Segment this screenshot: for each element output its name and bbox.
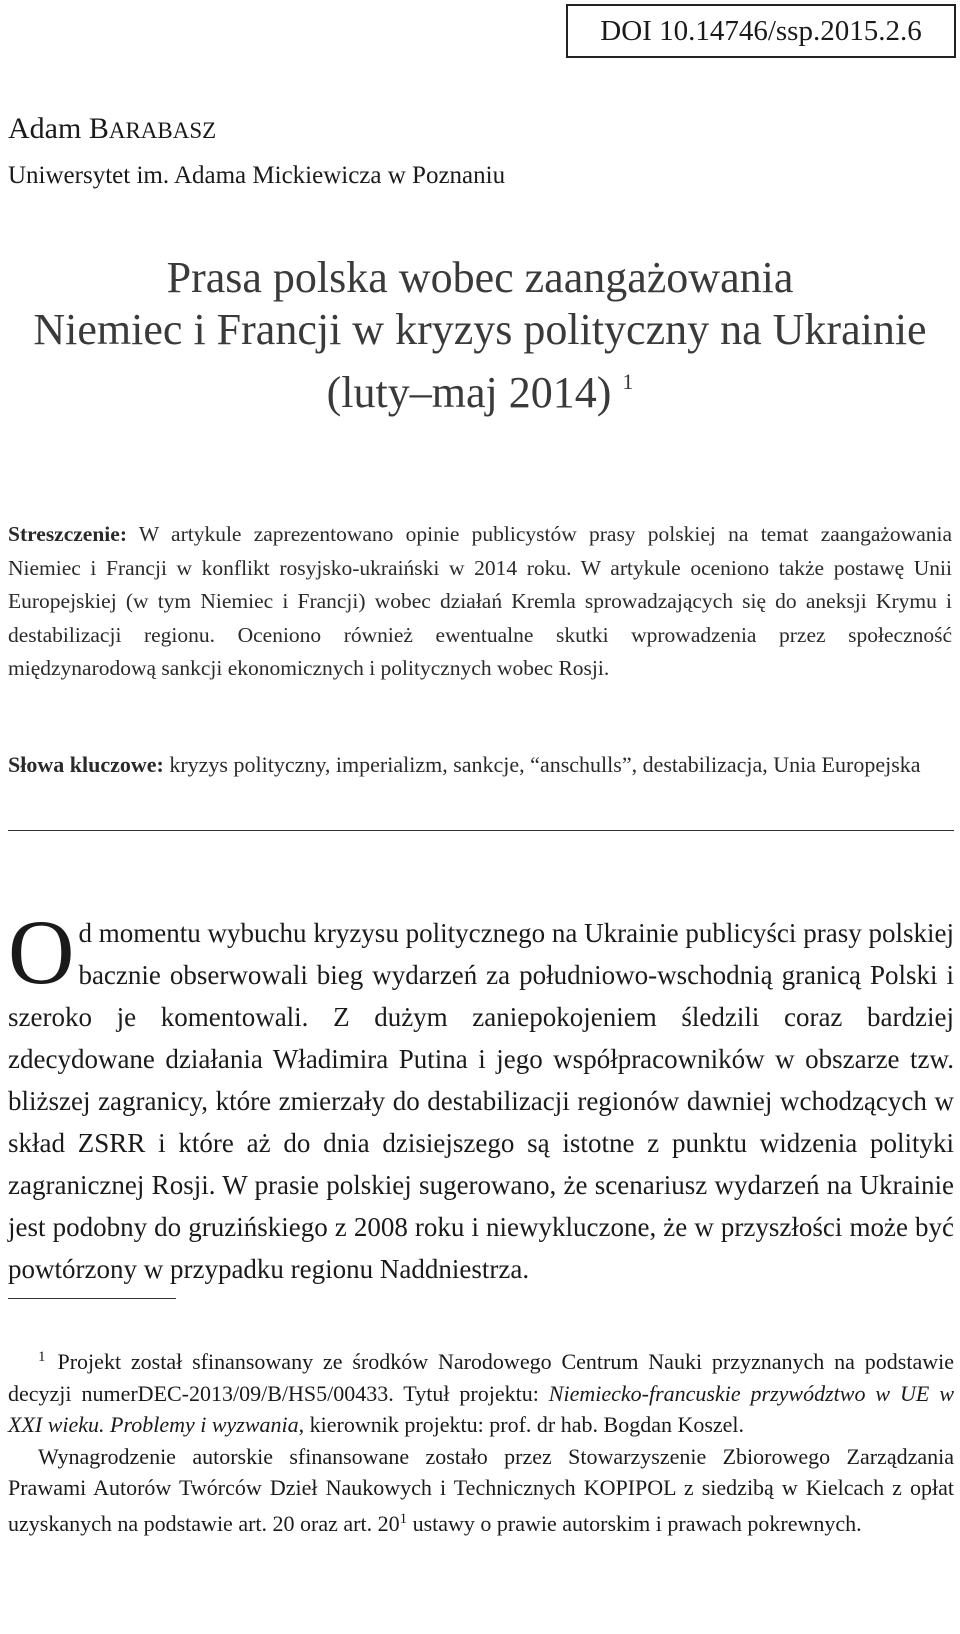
keywords-text: kryzys polityczny, imperializm, sankcje, “anschulls”, destabilizacja, Unia Europejska — [163, 752, 921, 777]
footnote-divider — [8, 1298, 176, 1299]
author-last-rest: ARABASZ — [108, 118, 217, 143]
author-last-initial: B — [88, 112, 109, 145]
abstract-text: W artykule zaprezentowano opinie publicystów prasy polskiej na temat zaangażowania Niemiec i Francji w konflikt rosyjsko-ukraiński w 2014 roku. W artykule oceniono także postawę Unii Europejskiej (w tym Niemiec i Francji) wobec działań Kremla sprowadzających się do aneksji Krymu i destabilizacji regionu. Oceniono również ewentualne skutki wprowadzenia przez społeczność międzynarodową sankcji ekonomicznych i politycznych wobec Rosji. — [8, 522, 952, 680]
title-line-3-text: (luty–maj 2014) — [326, 368, 612, 417]
title-footnote-mark: 1 — [622, 369, 634, 394]
doi-label: DOI 10.14746/ssp.2015.2.6 — [566, 4, 956, 58]
author-name — [8, 112, 216, 146]
footnote-paragraph-2 — [8, 1441, 954, 1540]
footnote-p2-sup: 1 — [399, 1510, 408, 1527]
footnote — [8, 1342, 954, 1539]
title-line-3 — [0, 356, 960, 419]
body-text: d momentu wybuchu kryzysu politycznego na Ukrainie publicyści prasy polskiej bacznie obserwowali bieg wydarzeń za południowo-wschodnią granicą Polski i szeroko je komentowali. Z dużym zaniepokojeniem śledzili coraz bardziej zdecydowane działania Władimira Putina i jego współpracowników w obszarze tzw. bliższej zagranicy, które zmierzały do destabilizacji regionów dawniej wchodzących w skład ZSRR i które aż do dnia dzisiejszego są istotne z punktu widzenia polityki zagranicznej Rosji. W prasie polskiej sugerowano, że scenariusz wydarzeń na Ukrainie jest podobny do gruzińskiego z 2008 roku i niewykluczone, że w przyszłości może być powtórzony w przypadku regionu Naddniestrza. — [8, 918, 954, 1284]
footnote-project-title: Niemiecko-francuskie przywództwo w UE w XXI wieku. Problemy i wyzwania — [8, 1380, 954, 1437]
section-divider — [8, 830, 954, 831]
body-paragraph — [8, 901, 954, 1290]
title-line-2: Niemiec i Francji w kryzys polityczny na Ukrainie — [33, 305, 927, 354]
footnote-paragraph-1 — [8, 1342, 954, 1441]
footnote-p1-text: Projekt został sfinansowany ze środków Narodowego Centrum Nauki przyznanych na podstawie decyzji numerDEC-2013/09/B/HS5/00433. Tytuł projektu: — [8, 1349, 954, 1406]
footnote-p2-end: ustawy o prawie autorskim i prawach pokrewnych. — [407, 1510, 862, 1536]
keywords — [8, 748, 952, 782]
article-title — [0, 252, 960, 419]
footnote-p2-text: Wynagrodzenie autorskie sfinansowane zostało przez Stowarzyszenie Zbiorowego Zarządzania Prawami Autorów Twórców Dzieł Naukowych i Technicznych KOPIPOL z siedzibą w Kielcach z opłat uzyskanych na podstawie art. 20 oraz art. 20 — [8, 1443, 954, 1536]
abstract-label: Streszczenie: — [8, 522, 127, 546]
abstract — [8, 518, 952, 686]
keywords-label: Słowa kluczowe: — [8, 752, 164, 777]
drop-cap: O — [8, 901, 75, 1003]
title-line-1: Prasa polska wobec zaangażowania — [166, 253, 794, 302]
footnote-mark: 1 — [38, 1349, 46, 1365]
author-affiliation: Uniwersytet im. Adama Mickiewicza w Poznaniu — [8, 162, 506, 189]
author-first-name: Adam — [8, 112, 82, 145]
footnote-p1-end: , kierownik projektu: prof. dr hab. Bogdan Koszel. — [298, 1412, 745, 1437]
